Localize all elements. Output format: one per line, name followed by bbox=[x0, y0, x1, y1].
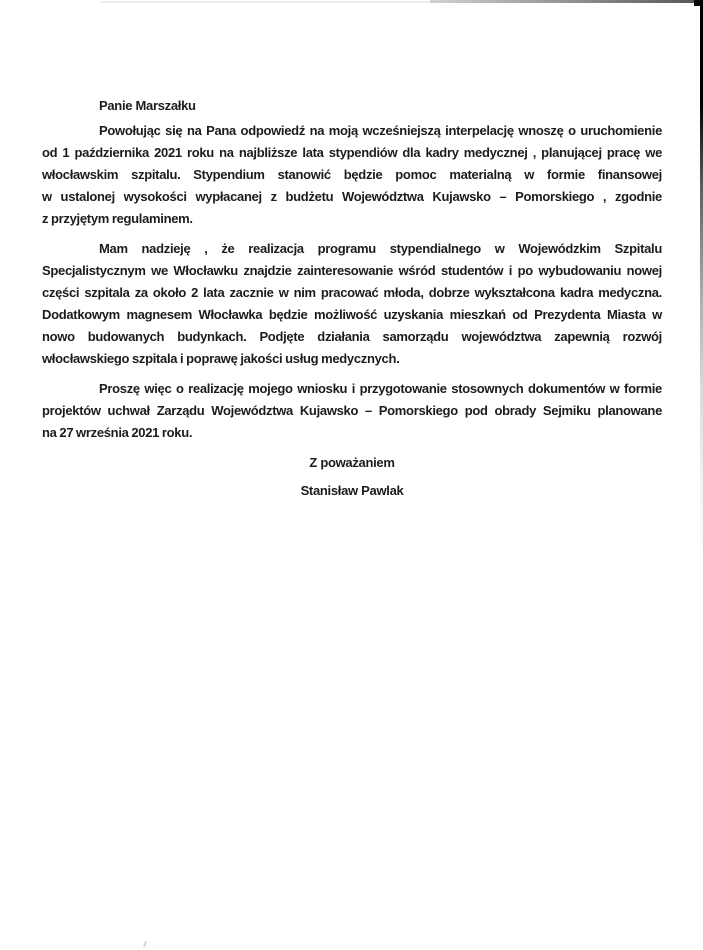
paragraph-line: Dodatkowym magnesem Włocławka będzie możliwość uzyskania mieszkań od Prezydenta Miasta w bbox=[42, 307, 662, 322]
paragraph-line: Specjalistycznym we Włocławku znajdzie zainteresowanie wśród studentów i po wybudowaniu nowej bbox=[42, 263, 662, 278]
paragraph-line: Powołując się na Pana odpowiedź na moją wcześniejszą interpelację wnoszę o uruchomienie bbox=[99, 123, 662, 138]
letter-body bbox=[42, 95, 662, 502]
paragraph-line: na 27 września 2021 roku. bbox=[42, 425, 193, 440]
paragraph-line: od 1 października 2021 roku na najbliższe lata stypendiów dla kadry medycznej , planującej pracę we bbox=[42, 145, 662, 160]
closing-block bbox=[42, 452, 662, 502]
paragraph-line: włocławskim szpitalu. Stypendium stanowić będzie pomoc materialną w formie finansowej bbox=[42, 167, 662, 182]
paragraph-line: projektów uchwał Zarządu Województwa Kujawsko – Pomorskiego pod obrady Sejmiku planowane bbox=[42, 403, 662, 418]
paragraph-line: Mam nadzieję , że realizacja programu stypendialnego w Wojewódzkim Szpitalu bbox=[99, 241, 662, 256]
paragraph-2 bbox=[42, 238, 662, 370]
letter-salutation-heading: Panie Marszałku bbox=[99, 98, 196, 113]
closing-salutation: Z poważaniem bbox=[309, 455, 395, 470]
paragraph-line: w ustalonej wysokości wypłacanej z budżetu Województwa Kujawsko – Pomorskiego , zgodnie bbox=[42, 189, 662, 204]
scan-artifact-top-edge-line bbox=[430, 0, 694, 3]
scan-artifact-top-faint-line bbox=[100, 1, 430, 3]
paragraph-line: Proszę więc o realizację mojego wniosku i przygotowanie stosownych dokumentów w formie bbox=[99, 381, 662, 396]
signature-name: Stanisław Pawlak bbox=[300, 483, 404, 498]
paragraph-1 bbox=[42, 120, 662, 230]
paragraph-line: z przyjętym regulaminem. bbox=[42, 211, 193, 226]
paragraph-3 bbox=[42, 378, 662, 444]
paragraph-line: części szpitala za około 2 lata zacznie w nim pracować młoda, dobrze wykształcona kadra medyczna. bbox=[42, 285, 662, 300]
paragraph-line: włocławskiego szpitala i poprawę jakości usług medycznych. bbox=[42, 351, 400, 366]
paragraph-line: nowo budowanych budynkach. Podjęte działania samorządu województwa zapewnią rozwój bbox=[42, 329, 662, 344]
scan-artifact-bottom-mark bbox=[143, 941, 147, 947]
